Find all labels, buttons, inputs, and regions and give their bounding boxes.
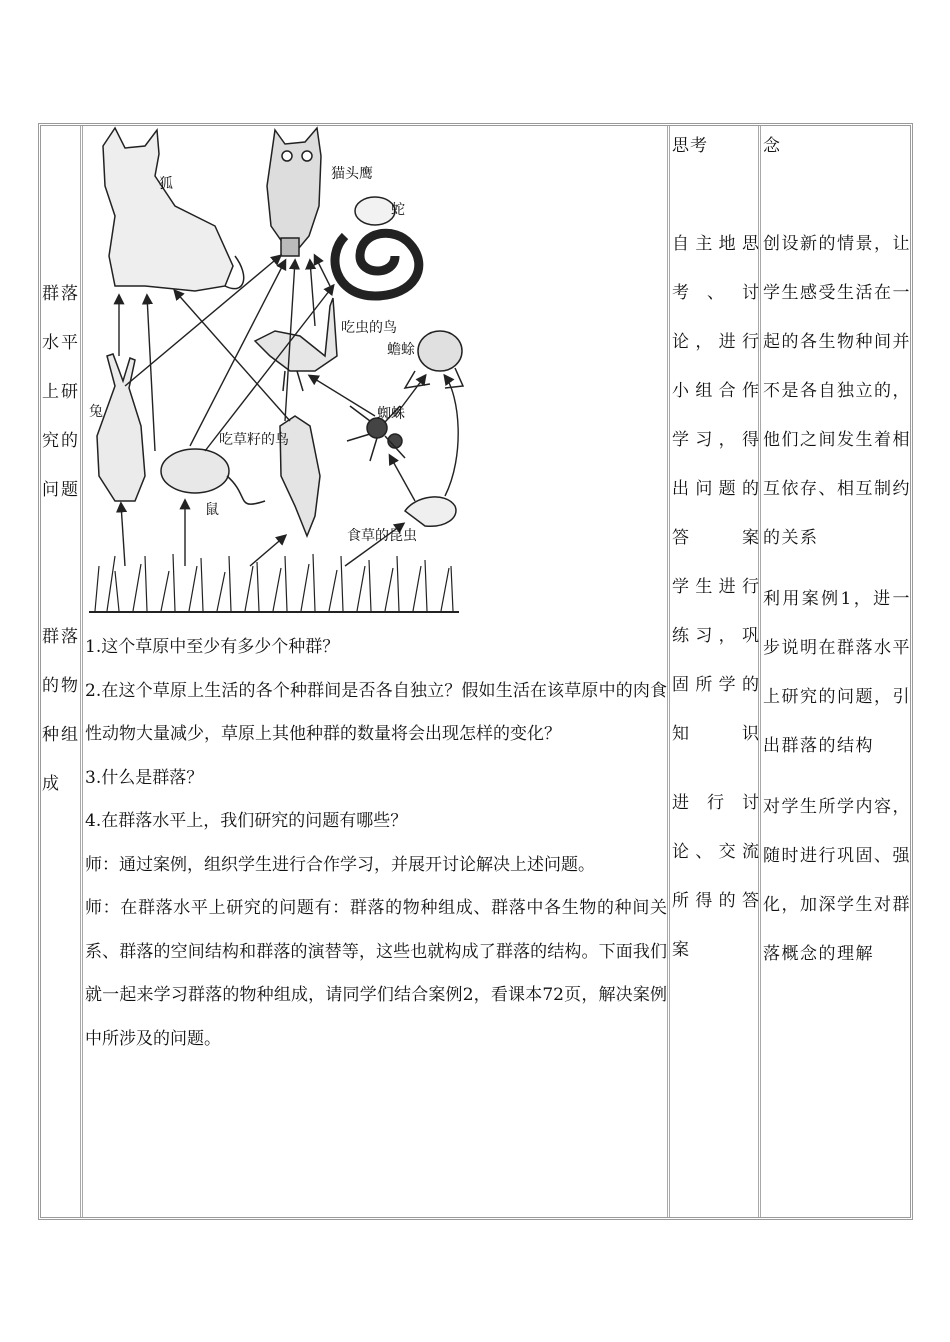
grass-icon: [89, 554, 459, 612]
topic-line: 群落: [42, 627, 80, 647]
design-intent-column: [763, 122, 911, 979]
rabbit-label: 兔: [89, 404, 103, 420]
column-divider-1: [80, 126, 83, 1217]
topic-line: 究的: [42, 431, 80, 451]
student-block-1: 自主地思考、讨论，进行小组合作学习，得出问题的答案: [672, 234, 760, 548]
owl-label: 猫头鹰: [331, 166, 373, 182]
toad-icon: [405, 331, 463, 388]
snake-label: 蛇: [391, 202, 405, 218]
student-block-3: 进行讨论、交流所得的答案: [672, 793, 760, 960]
question-3: 3.什么是群落？: [85, 767, 204, 788]
toad-label: 蟾蜍: [387, 342, 415, 358]
student-top: 思考: [672, 136, 708, 156]
topic-line: 种组: [42, 725, 80, 745]
topic-line: 成: [42, 774, 61, 794]
fox-label: 狐: [159, 176, 173, 192]
insect-bird-label: 吃虫的鸟: [341, 320, 397, 336]
column-divider-2: [667, 126, 670, 1217]
topic-column: [42, 270, 80, 809]
intent-block-3: 对学生所学内容，随时进行巩固、强化，加深学生对群落概念的理解: [763, 797, 911, 964]
question-2: 2.在这个草原上生活的各个种群间是否各自独立？假如生活在该草原中的肉食性动物大量减少，草原上其他种群的数量将会出现怎样的变化？: [85, 680, 667, 744]
question-1: 1.这个草原中至少有多少个种群？: [85, 637, 340, 657]
topic-line: 问题: [42, 480, 80, 500]
insect-bird-icon: [255, 298, 337, 391]
question-4: 4.在群落水平上，我们研究的问题有哪些？: [85, 811, 408, 831]
teacher-note-2: 师：在群落水平上研究的问题有：群落的物种组成、群落中各生物的种间关系、群落的空间结构和群落的演替等，这些也就构成了群落的结构。下面我们就一起来学习群落的物种组成，请同学们结合案例2，看课本72页，解决案例中所涉及的问题。: [85, 898, 667, 1049]
snake-icon: [335, 197, 419, 296]
topic-line: 水平: [42, 333, 80, 353]
student-block-2: 学生进行练习，巩固所学的知识: [672, 577, 760, 744]
topic-line: 群落: [42, 284, 80, 304]
topic-line: 上研: [42, 382, 80, 402]
teacher-note-1: 师：通过案例，组织学生进行合作学习，并展开讨论解决上述问题。: [85, 854, 595, 875]
topic-line: 的物: [42, 676, 80, 696]
intent-top: 念: [763, 136, 782, 156]
fox-icon: [103, 128, 244, 291]
owl-icon: [267, 128, 321, 256]
grass-insect-label: 食草的昆虫: [347, 528, 417, 544]
student-activity-column: [672, 122, 760, 975]
mouse-icon: [161, 449, 265, 504]
grass-insect-icon: [405, 497, 456, 526]
intent-block-2: 利用案例1，进一步说明在群落水平上研究的问题，引出群落的结构: [763, 589, 911, 756]
intent-block-1: 创设新的情景，让学生感受生活在一起的各生物种间并不是各自独立的，他们之间发生着相互依存、相互制约的关系: [763, 234, 911, 548]
food-web-figure: [85, 126, 465, 616]
mouse-label: 鼠: [205, 502, 219, 518]
spider-label: 蜘蛛: [377, 406, 405, 422]
seed-bird-label: 吃草籽的鸟: [219, 432, 289, 448]
food-web-arrows: [119, 256, 458, 566]
main-content: [85, 626, 667, 1061]
